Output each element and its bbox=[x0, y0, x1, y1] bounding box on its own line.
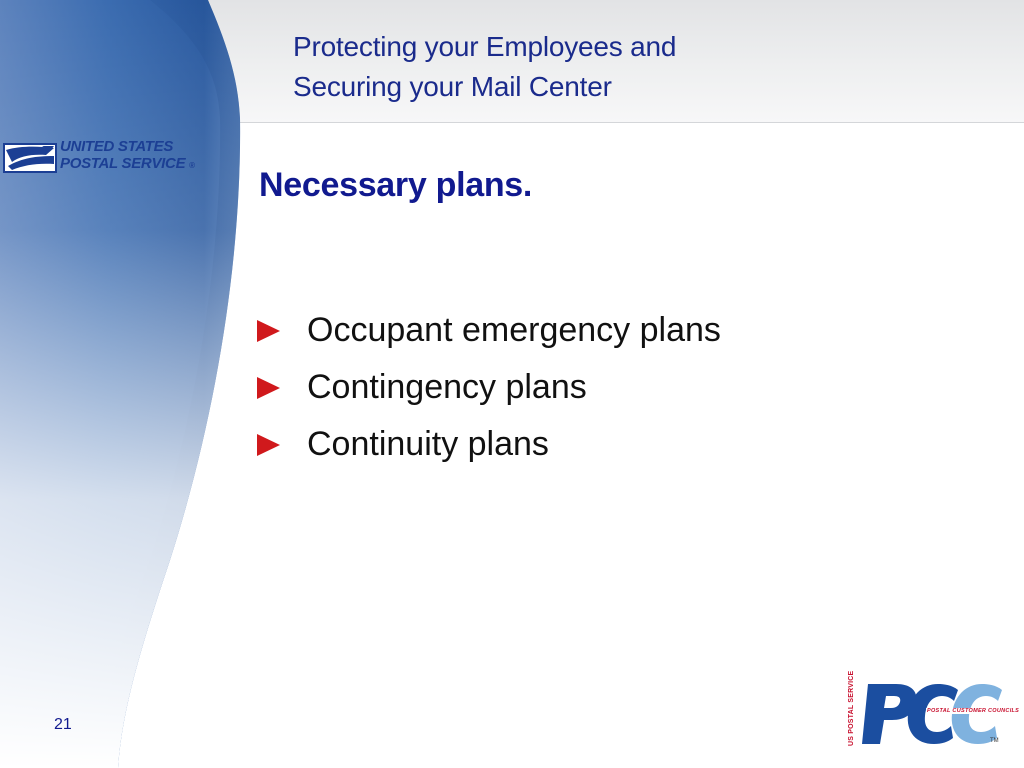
trademark-mark: TM bbox=[990, 738, 999, 744]
triangle-right-icon bbox=[254, 375, 282, 401]
list-item bbox=[254, 359, 721, 416]
list-item bbox=[254, 302, 721, 359]
curved-panel-graphic bbox=[0, 0, 260, 768]
pcc-logo bbox=[848, 670, 1020, 750]
title-line-2: Securing your Mail Center bbox=[293, 71, 612, 102]
page-number: 21 bbox=[54, 716, 72, 733]
bullet-text: Contingency plans bbox=[307, 368, 587, 406]
list-item bbox=[254, 416, 721, 473]
pcc-council-text: POSTAL CUSTOMER COUNCILS bbox=[927, 708, 1020, 714]
left-decorative-panel bbox=[0, 0, 260, 768]
presentation-title bbox=[293, 27, 833, 107]
bullet-text: Occupant emergency plans bbox=[307, 311, 721, 349]
slide-heading: Necessary plans. bbox=[259, 166, 533, 204]
eagle-icon bbox=[2, 138, 58, 178]
pcc-vertical-text: US POSTAL SERVICE bbox=[848, 670, 855, 746]
triangle-right-icon bbox=[254, 432, 282, 458]
usps-logo bbox=[2, 134, 218, 182]
title-line-1: Protecting your Employees and bbox=[293, 31, 677, 62]
triangle-right-icon bbox=[254, 318, 282, 344]
bullet-text: Continuity plans bbox=[307, 425, 549, 463]
usps-line-1: UNITED STATES bbox=[60, 138, 174, 155]
registered-mark: ® bbox=[189, 161, 195, 170]
bullet-list bbox=[254, 302, 721, 473]
usps-wordmark bbox=[60, 138, 195, 174]
usps-line-2: POSTAL SERVICE bbox=[60, 155, 186, 172]
